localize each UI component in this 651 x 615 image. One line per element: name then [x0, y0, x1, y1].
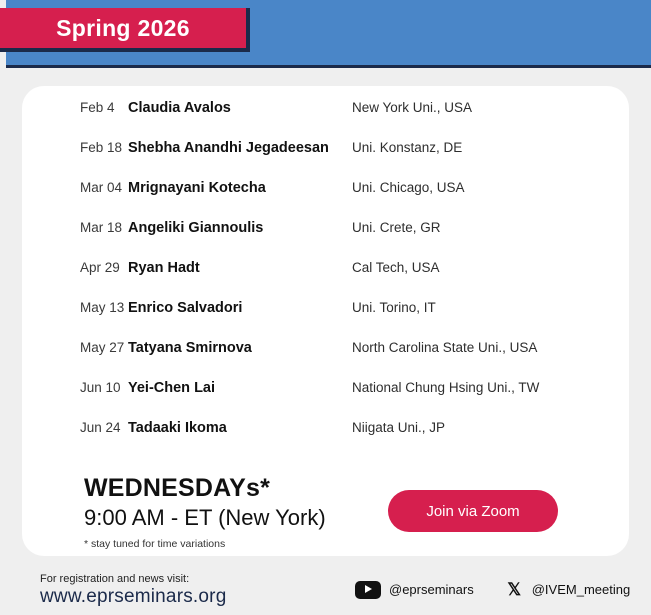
youtube-link[interactable] — [355, 581, 474, 599]
row-speaker: Mrignayani Kotecha — [128, 180, 266, 196]
season-label: Spring 2026 — [56, 14, 190, 41]
meeting-day: WEDNESDAYs* — [84, 474, 271, 502]
row-affiliation: Uni. Konstanz, DE — [352, 140, 463, 155]
row-date: May 27 — [80, 340, 125, 355]
row-speaker: Enrico Salvadori — [128, 300, 243, 316]
row-speaker: Claudia Avalos — [128, 100, 231, 116]
row-date: Jun 24 — [80, 420, 121, 435]
youtube-icon — [355, 581, 381, 599]
table-row — [22, 180, 629, 220]
row-date: Mar 18 — [80, 220, 123, 235]
row-affiliation: Cal Tech, USA — [352, 260, 440, 275]
seminar-card — [22, 86, 629, 556]
x-twitter-icon: 𝕏 — [507, 580, 522, 599]
row-speaker: Angeliki Giannoulis — [128, 220, 264, 236]
join-zoom-button[interactable]: Join via Zoom — [388, 490, 558, 532]
meeting-time-block — [84, 474, 384, 550]
table-row — [22, 380, 629, 420]
row-affiliation: Niigata Uni., JP — [352, 420, 446, 435]
schedule-list — [22, 100, 629, 460]
x-handle: @IVEM_meeting — [531, 582, 631, 597]
row-speaker: Tatyana Smirnova — [128, 340, 252, 356]
row-speaker: Shebha Anandhi Jegadeesan — [128, 140, 329, 156]
youtube-handle: @eprseminars — [389, 582, 474, 597]
season-badge — [0, 8, 250, 52]
registration-block — [40, 573, 226, 608]
row-date: Jun 10 — [80, 380, 121, 395]
page-footer — [0, 566, 651, 615]
table-row — [22, 220, 629, 260]
row-affiliation: Uni. Crete, GR — [352, 220, 441, 235]
table-row — [22, 300, 629, 340]
social-links — [355, 580, 651, 599]
website-link[interactable]: www.eprseminars.org — [40, 586, 227, 607]
row-affiliation: Uni. Torino, IT — [352, 300, 436, 315]
row-speaker: Ryan Hadt — [128, 260, 200, 276]
row-date: Mar 04 — [80, 180, 123, 195]
meeting-time-note: * stay tuned for time variations — [84, 538, 226, 550]
table-row — [22, 420, 629, 460]
row-affiliation: New York Uni., USA — [352, 100, 473, 115]
row-affiliation: Uni. Chicago, USA — [352, 180, 465, 195]
row-affiliation: National Chung Hsing Uni., TW — [352, 380, 540, 395]
table-row — [22, 100, 629, 140]
row-date: Apr 29 — [80, 260, 120, 275]
row-speaker: Tadaaki Ikoma — [128, 420, 227, 436]
meeting-time: 9:00 AM - ET (New York) — [84, 505, 326, 530]
header-band — [0, 0, 651, 68]
table-row — [22, 340, 629, 380]
row-affiliation: North Carolina State Uni., USA — [352, 340, 538, 355]
row-date: May 13 — [80, 300, 125, 315]
table-row — [22, 140, 629, 180]
x-link[interactable] — [505, 580, 630, 599]
registration-label: For registration and news visit: — [40, 573, 190, 585]
row-speaker: Yei-Chen Lai — [128, 380, 216, 396]
row-date: Feb 4 — [80, 100, 115, 115]
row-date: Feb 18 — [80, 140, 123, 155]
table-row — [22, 260, 629, 300]
